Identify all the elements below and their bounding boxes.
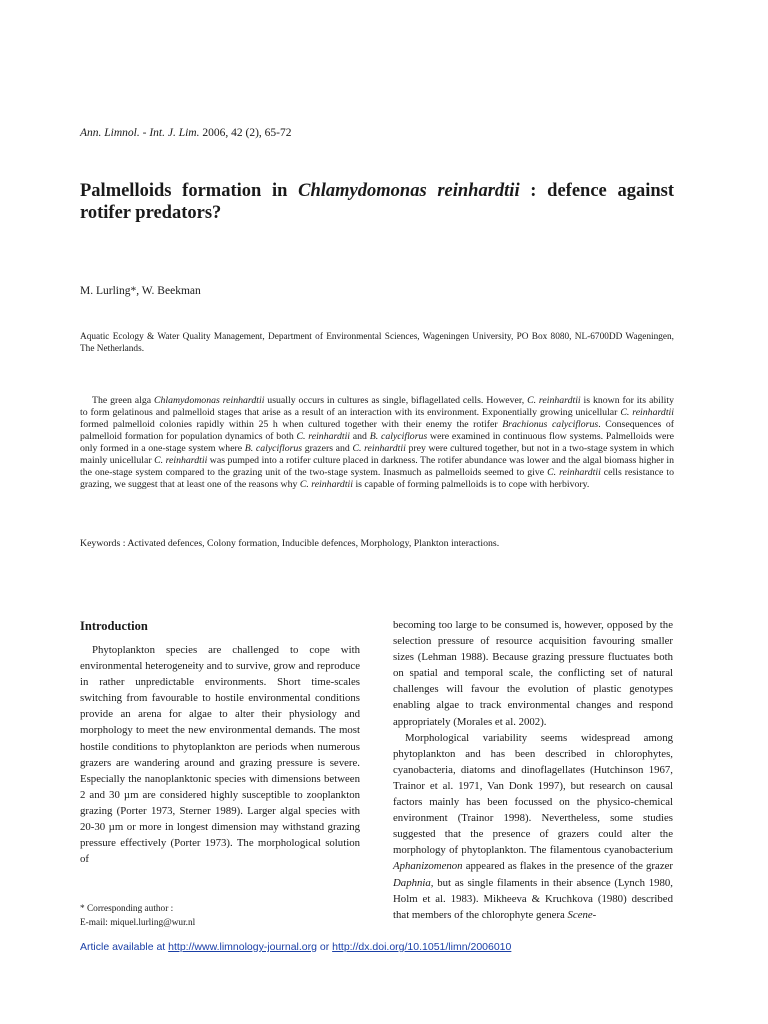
abstract-run: was pumped into a rotifer culture placed in darkness. The rotifer abundance was lower and the algal biomass higher in the one-stage system compared to the grazing unit of the two-stage system. Inasmuch as palmelloids seemed to give <box>80 454 674 478</box>
footnote-email: E-mail: miquel.lurling@wur.nl <box>80 917 196 928</box>
abstract-run: C. reinhardtii <box>547 466 601 478</box>
paper-title <box>80 180 674 224</box>
abstract-run: Brachionus calyciflorus <box>502 418 599 430</box>
abstract-run: C. reinhardtii <box>299 478 353 490</box>
doi-link[interactable]: http://dx.doi.org/10.1051/limn/2006010 <box>332 941 512 953</box>
journal-website-link[interactable]: http://www.limnology-journal.org <box>168 941 317 953</box>
authors: M. Lurling*, W. Beekman <box>80 285 201 297</box>
intro-paragraph-continued: becoming too large to be consumed is, however, opposed by the selection pressure of resource acquisition favouring smaller sizes (Lehman 1988). Because grazing pressure fluctuates both on spatial and temporal scale, the conflicting set of natural challenges will favour the evolution of plastic genotypes enabling algae to track environmental changes and respond appropriately (Morales et al. 2002). <box>393 619 673 728</box>
abstract-run: . Consequences of palmelloid formation for population dynamics of both <box>80 418 674 442</box>
abstract-run: B. calyciflorus <box>369 430 428 442</box>
abstract-run: C. reinhardtii <box>352 442 406 454</box>
journal-details: 2006, 42 (2), 65-72 <box>202 127 292 139</box>
intro-paragraph-2-run: Daphnia, <box>393 876 434 889</box>
availability-prefix: Article available at <box>80 941 169 953</box>
abstract <box>80 395 674 491</box>
title-species: Chlamydomonas reinhardtii <box>298 181 520 201</box>
journal-name: Ann. Limnol. - Int. J. Lim. <box>80 127 200 139</box>
journal-reference <box>80 127 291 139</box>
abstract-run: were examined in continuous flow systems. Palmelloids were only formed in a one-stage system where <box>80 430 675 454</box>
abstract-run: prey were cultured together, but not in a two-stage system in which mainly unicellular <box>80 442 674 466</box>
abstract-run: formed palmelloid colonies rapidly within 25 h when cultured together with their enemy the rotifer <box>80 418 503 430</box>
abstract-run: and <box>350 430 370 442</box>
abstract-run: C. reinhardtii <box>527 395 581 406</box>
intro-paragraph-2-run: Aphanizomenon <box>393 860 463 873</box>
intro-paragraph-2-run: Scene- <box>567 908 597 921</box>
keywords: Keywords : Activated defences, Colony formation, Inducible defences, Morphology, Plankton interactions. <box>80 538 500 549</box>
abstract-run: The green alga <box>92 395 154 406</box>
intro-paragraph-2 <box>393 730 673 923</box>
right-column <box>393 617 673 923</box>
abstract-run: usually occurs in cultures as single, biflagellated cells. However, <box>264 395 528 406</box>
footnote <box>80 903 195 930</box>
abstract-run: is known for its ability to form gelatinous and palmelloid stages that arise as a result of an interaction with its environment. Exponentially growing unicellular <box>80 395 674 418</box>
article-availability <box>80 941 511 953</box>
abstract-run: C. reinhardtii <box>154 454 208 466</box>
title-part-2: : defence against rotifer predators? <box>80 181 674 223</box>
intro-paragraph-1: Phytoplankton species are challenged to cope with environmental heterogeneity and to survive, grow and reproduce in rather unpredictable environments. Short time-scales switching from favourable to hostile environmental conditions provide an arena for algae to alter their physiology and morphology to meet the new environmental demands. The most hostile conditions to phytoplankton are periods when numerous grazers are wandering around and grazing pressure is severe. Especially the nanoplanktonic species with dimensions between 2 and 30 µm are considered highly susceptible to zooplankton grazing (Porter 1973, Sterner 1989). Larger algal species with 20-30 µm or more in longest dimension may withstand grazing pressure effectively (Porter 1973). The morphological solution of <box>80 644 360 866</box>
abstract-run: C. reinhardtii <box>620 406 674 418</box>
abstract-run: is capable of forming palmelloids is to cope with herbivory. <box>353 478 590 490</box>
abstract-run: Chlamydomonas reinhardtii <box>153 395 265 406</box>
left-column <box>80 617 360 867</box>
abstract-run: grazers and <box>302 442 353 454</box>
abstract-run: cells resistance to grazing, we suggest that at least one of the reasons why <box>80 466 674 490</box>
title-part-1: Palmelloids formation in <box>80 181 299 201</box>
section-heading-introduction: Introduction <box>80 619 148 633</box>
availability-middle: or <box>316 941 333 953</box>
intro-paragraph-2-run: Morphological variability seems widespread among phytoplankton and has been described in chlorophytes, cyanobacteria, diatoms and dinoflagellates (Hutchinson 1967, Trainor et al. 1971, Van Donk 1997), but research on causal factors mainly has been focussed on the physico-chemical environment (Trainor 1998). Nevertheless, some studies suggested that the presence of grazers could alter the morphology of phytoplankton. The filamentous cyanobacterium <box>393 731 673 857</box>
abstract-run: C. reinhardtii <box>296 430 351 442</box>
intro-paragraph-2-run: but as single filaments in their absence (Lynch 1980, Holm et al. 1983). Mikheeva & Kruchkova (1980) described that members of the chlorophyte genera <box>393 876 673 921</box>
intro-paragraph-2-run: appeared as flakes in the presence of the grazer <box>462 860 673 873</box>
abstract-run: B. calyciflorus <box>244 442 303 454</box>
affiliation: Aquatic Ecology & Water Quality Management, Department of Environmental Sciences, Wageningen University, PO Box 8080, NL-6700DD Wageningen, The Netherlands. <box>80 332 674 354</box>
footnote-corresponding-author: * Corresponding author : <box>80 904 174 914</box>
